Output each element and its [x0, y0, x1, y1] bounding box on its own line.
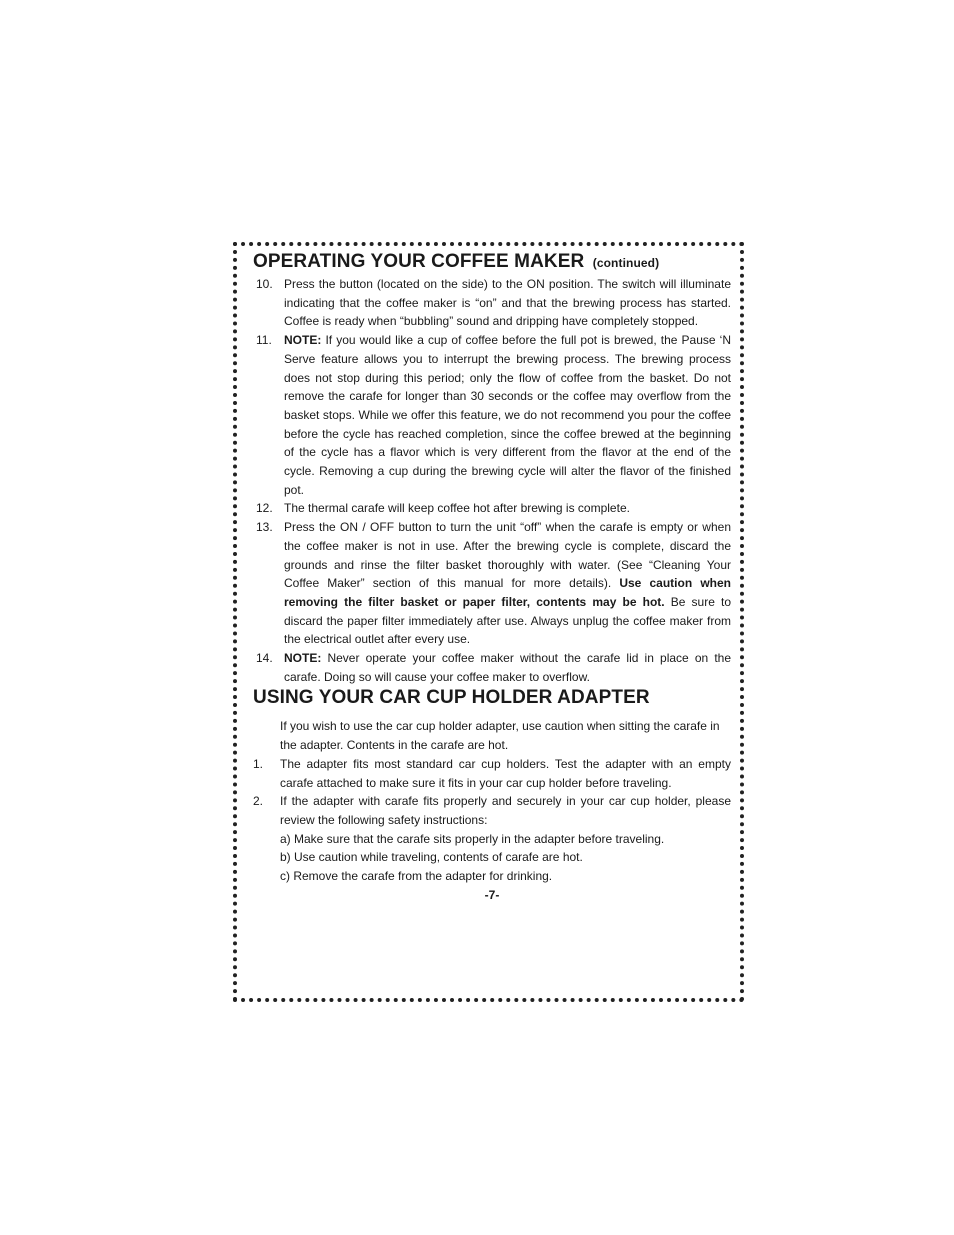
safety-instruction-b: b) Use caution while traveling, contents of carafe are hot. [280, 850, 583, 865]
adapter-step-1 [253, 755, 731, 792]
step-number: 13. [256, 520, 273, 535]
step-text-after: Be sure to discard the paper filter immediately after use. Always unplug the coffee maker from the electrical outlet after every use. [284, 594, 731, 647]
step-10 [253, 275, 731, 331]
step-text: The thermal carafe will keep coffee hot after brewing is complete. [284, 501, 630, 516]
step-text: The adapter fits most standard car cup holders. Test the adapter with an empty carafe attached to make sure it fits in your car cup holder before traveling. [280, 756, 731, 790]
step-number: 11. [256, 333, 272, 348]
step-14 [253, 649, 731, 686]
car-adapter-intro: If you wish to use the car cup holder adapter, use caution when sitting the carafe in the adapter. Contents in the carafe are hot. [280, 719, 720, 753]
continued-label: (continued) [592, 256, 660, 270]
step-number: 12. [256, 501, 273, 516]
safety-instruction-a: a) Make sure that the carafe sits properly in the adapter before traveling. [280, 831, 665, 846]
step-12 [253, 499, 731, 518]
step-text: If the adapter with carafe fits properly and securely in your car cup holder, please review the following safety instructions: [280, 794, 731, 827]
step-number: 10. [256, 277, 273, 291]
note-label: NOTE: [284, 651, 322, 666]
step-13 [253, 518, 731, 649]
note-label: NOTE: [284, 333, 322, 348]
step-text: Never operate your coffee maker without the carafe lid in place on the carafe. Doing so will cause your coffee maker to overflow. [284, 651, 731, 684]
safety-instruction-c: c) Remove the carafe from the adapter for drinking. [280, 869, 553, 884]
page-content [253, 250, 731, 904]
car-adapter-steps-list [253, 755, 731, 886]
caution-text: Use caution when removing the filter basket or paper filter, contents may be hot. [284, 576, 731, 609]
step-number: 2. [253, 794, 264, 809]
step-text: If you would like a cup of coffee before the full pot is brewed, the Pause ‘N Serve feature allows you to interrupt the brewing process. The brewing process does not stop during this period; only the flow of coffee from the basket. Do not remove the carafe for longer than 30 seconds or the coffee may overflow from the basket stops. While we offer this feature, we do not recommend you pour the coffee before the cycle has reached completion, since the coffee brewed at the beginning of the cycle has a flavor which is very different from the flavor at the end of the cycle. Removing a cup during the brewing cycle will alter the flavor of the finished pot. [284, 333, 731, 497]
page-number: -7- [484, 887, 500, 902]
step-number: 1. [253, 756, 264, 771]
step-text: Press the ON / OFF button to turn the unit “off” when the carafe is empty or when the coffee maker is not in use. After the brewing cycle is complete, discard the grounds and rinse the filter basket thoroughly with water. (See “Cleaning Your Coffee Maker” section of this manual for more details). [284, 520, 731, 591]
section-title-operating: OPERATING YOUR COFFEE MAKER (continued) [253, 251, 660, 272]
step-11 [253, 331, 731, 499]
operating-steps-list [253, 275, 731, 686]
step-number: 14. [256, 651, 273, 666]
step-text: Press the button (located on the side) to the ON position. The switch will illuminate indicating that the coffee maker is “on” and that the brewing process has started. Coffee is ready when “bubbling” sound and dripping have completely stopped. [284, 277, 731, 329]
section-title-car-adapter: USING YOUR CAR CUP HOLDER ADAPTER [253, 687, 650, 709]
adapter-step-2 [253, 792, 731, 886]
